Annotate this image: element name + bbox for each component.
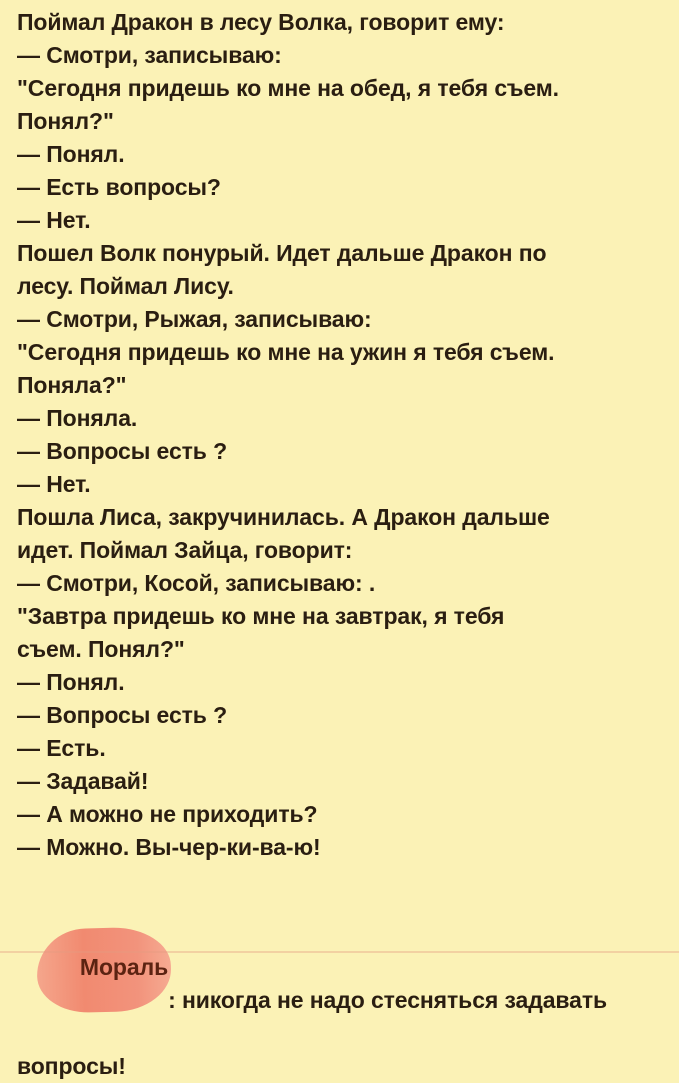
story-line: Поняла?" bbox=[17, 372, 127, 398]
story-line: — Есть вопросы? bbox=[17, 174, 221, 200]
story-line: — Вопросы есть ? bbox=[17, 702, 228, 728]
story-line: лесу. Поймал Лису. bbox=[17, 273, 234, 299]
moral-rest-text: : никогда не надо стесняться задавать bbox=[168, 987, 608, 1013]
moral-word-label: Мораль bbox=[79, 954, 169, 980]
story-line: — Можно. Вы-чер-ки-ва-ю! bbox=[17, 834, 321, 860]
story-line: — Есть. bbox=[17, 735, 106, 761]
story-line: — Поняла. bbox=[17, 405, 138, 431]
story-line: — Смотри, записываю: bbox=[17, 42, 282, 68]
story-line: идет. Поймал Зайца, говорит: bbox=[17, 537, 353, 563]
story-line: — Смотри, Рыжая, записываю: bbox=[17, 306, 372, 332]
story-line: Поймал Дракон в лесу Волка, говорит ему: bbox=[17, 9, 505, 35]
story-line: — А можно не приходить? bbox=[17, 801, 318, 827]
story-line: — Нет. bbox=[17, 207, 91, 233]
story-line: — Понял. bbox=[17, 141, 125, 167]
story-line: — Нет. bbox=[17, 471, 91, 497]
story-line: — Вопросы есть ? bbox=[17, 438, 228, 464]
story-line: "Сегодня придешь ко мне на обед, я тебя съем. bbox=[17, 75, 559, 101]
story-line: "Завтра придешь ко мне на завтрак, я тебя bbox=[17, 603, 505, 629]
bottom-divider bbox=[0, 951, 679, 953]
story-line: съем. Понял?" bbox=[17, 636, 185, 662]
story-line: — Задавай! bbox=[17, 768, 149, 794]
moral-line-2: вопросы! bbox=[17, 1053, 126, 1079]
story-line: "Сегодня придешь ко мне на ужин я тебя съем. bbox=[17, 339, 555, 365]
story-line: Понял?" bbox=[17, 108, 114, 134]
moral-word-highlighted bbox=[42, 918, 168, 1017]
story-line: — Смотри, Косой, записываю: . bbox=[17, 570, 376, 596]
story-line: Пошел Волк понурый. Идет дальше Дракон по bbox=[17, 240, 547, 266]
moral-line bbox=[17, 885, 667, 1050]
story-line: — Понял. bbox=[17, 669, 125, 695]
story-line: Пошла Лиса, закручинилась. А Дракон дальше bbox=[17, 504, 550, 530]
